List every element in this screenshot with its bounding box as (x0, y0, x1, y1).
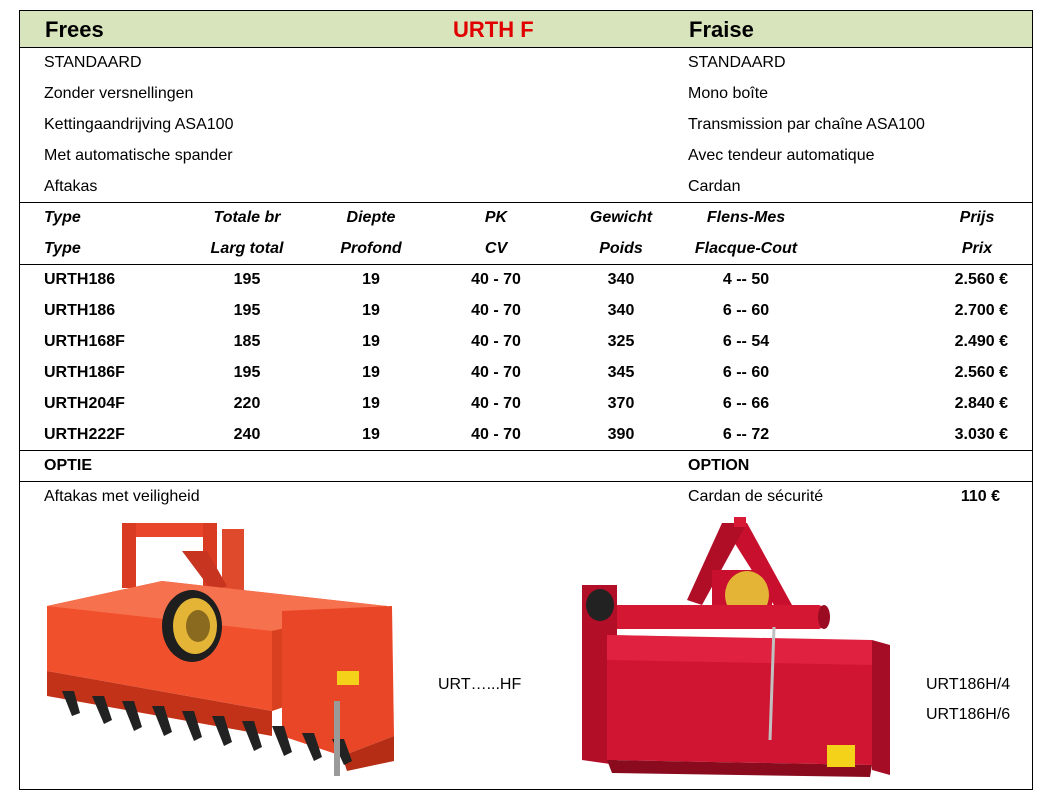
col-width-fr: Larg total (210, 240, 284, 257)
std-nl-0: STANDAARD (44, 54, 142, 71)
cell-weight: 340 (607, 302, 635, 319)
cell-depth: 19 (362, 271, 380, 288)
title-nl: Frees (45, 17, 104, 42)
std-nl-3: Met automatische spander (44, 147, 233, 164)
cell-power: 40 - 70 (471, 333, 521, 350)
option-title-fr: OPTION (688, 457, 750, 474)
std-fr-0: STANDAARD (688, 54, 786, 71)
title-model: URTH F (453, 17, 534, 42)
cell-power: 40 - 70 (471, 302, 521, 319)
option-item-nl: Aftakas met veiligheid (44, 488, 200, 505)
cell-type: URTH186 (44, 302, 116, 319)
cell-depth: 19 (362, 364, 380, 381)
cell-depth: 19 (362, 302, 380, 319)
cell-type: URTH222F (44, 426, 125, 443)
cell-type: URTH186F (44, 364, 125, 381)
cell-flange: 6 -- 60 (722, 364, 770, 381)
col-type-nl: Type (44, 209, 81, 226)
title-fr: Fraise (689, 17, 754, 42)
cell-price: 2.490 € (954, 333, 1008, 350)
option-item-fr: Cardan de sécurité (688, 488, 824, 505)
cell-price: 2.560 € (954, 364, 1008, 381)
cell-type: URTH204F (44, 395, 125, 412)
cell-weight: 325 (607, 333, 635, 350)
cell-power: 40 - 70 (471, 395, 521, 412)
cell-flange: 6 -- 72 (722, 426, 770, 443)
cell-depth: 19 (362, 426, 380, 443)
cell-flange: 6 -- 66 (722, 395, 770, 412)
cell-weight: 370 (607, 395, 635, 412)
divider (20, 264, 1032, 265)
tiller-image-red (552, 515, 890, 783)
option-title-nl: OPTIE (44, 457, 93, 474)
cell-flange: 4 -- 50 (722, 271, 770, 288)
cell-type: URTH186 (44, 271, 116, 288)
col-flange-nl: Flens-Mes (706, 209, 786, 226)
std-fr-4: Cardan (688, 178, 741, 195)
cell-width: 195 (233, 271, 261, 288)
cell-width: 240 (233, 426, 261, 443)
cell-depth: 19 (362, 395, 380, 412)
title-bar (20, 11, 1032, 48)
col-price-fr: Prix (961, 240, 993, 257)
cell-power: 40 - 70 (471, 364, 521, 381)
std-fr-1: Mono boîte (688, 85, 769, 102)
model-label-right-1: URT186H/4 (926, 676, 1011, 693)
cell-price: 2.560 € (954, 271, 1008, 288)
col-flange-fr: Flacque-Cout (694, 240, 798, 257)
cell-weight: 340 (607, 271, 635, 288)
divider (20, 202, 1032, 203)
std-nl-4: Aftakas (44, 178, 98, 195)
std-nl-2: Kettingaandrijving ASA100 (44, 116, 234, 133)
cell-price: 3.030 € (954, 426, 1008, 443)
cell-price: 2.700 € (954, 302, 1008, 319)
cell-depth: 19 (362, 333, 380, 350)
cell-type: URTH168F (44, 333, 125, 350)
col-weight-fr: Poids (599, 240, 643, 257)
cell-weight: 345 (607, 364, 635, 381)
col-type-fr: Type (44, 240, 81, 257)
cell-width: 195 (233, 302, 261, 319)
tiller-image-orange (42, 521, 397, 779)
option-price: 110 € (960, 488, 1000, 505)
col-weight-nl: Gewicht (589, 209, 653, 226)
std-fr-2: Transmission par chaîne ASA100 (688, 116, 925, 133)
cell-weight: 390 (607, 426, 635, 443)
spec-sheet (19, 10, 1033, 790)
cell-width: 195 (233, 364, 261, 381)
col-width-nl: Totale br (213, 209, 281, 226)
cell-width: 220 (233, 395, 261, 412)
model-label-right-2: URT186H/6 (926, 706, 1011, 723)
col-depth-fr: Profond (340, 240, 402, 257)
cell-flange: 6 -- 54 (722, 333, 770, 350)
cell-power: 40 - 70 (471, 271, 521, 288)
divider (20, 450, 1032, 451)
std-fr-3: Avec tendeur automatique (688, 147, 875, 164)
model-label-left: URT…...HF (438, 676, 522, 693)
col-power-fr: CV (484, 240, 508, 257)
col-power-nl: PK (484, 209, 508, 226)
cell-power: 40 - 70 (471, 426, 521, 443)
cell-flange: 6 -- 60 (722, 302, 770, 319)
std-nl-1: Zonder versnellingen (44, 85, 194, 102)
cell-width: 185 (233, 333, 261, 350)
divider (20, 481, 1032, 482)
col-depth-nl: Diepte (346, 209, 396, 226)
cell-price: 2.840 € (954, 395, 1008, 412)
col-price-nl: Prijs (959, 209, 995, 226)
